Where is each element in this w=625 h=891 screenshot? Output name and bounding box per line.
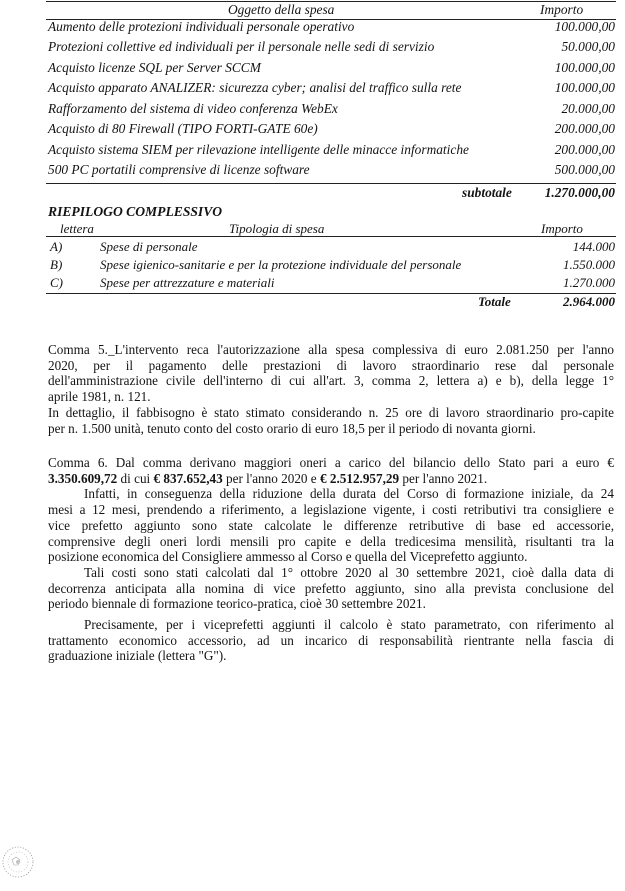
- summary-header-type: Tipologia di spesa: [229, 221, 325, 236]
- expense-amount: 200.000,00: [554, 121, 615, 136]
- expense-amount: 20.000,00: [561, 101, 615, 116]
- expense-description: Aumento delle protezioni individuali personale operativo: [48, 19, 355, 34]
- comma6-line: comprensive degli oneri lordi mensili pro capite e della tredicesima mensilità, risultanti tra la: [48, 533, 614, 549]
- comma6-paragraph: [48, 455, 614, 664]
- expense-amount: 100.000,00: [554, 19, 615, 34]
- comma6-line: Infatti, in conseguenza della riduzione della durata del Corso di formazione iniziale, da 24: [84, 486, 614, 502]
- comma5-line: aprile 1981, n. 121.: [48, 389, 151, 405]
- comma6-line: periodo biennale di formazione teorico-pratica, cioè 30 settembre 2021.: [48, 596, 426, 612]
- comma5-paragraph: [48, 342, 614, 436]
- summary-header-letter: lettera: [60, 221, 94, 236]
- comma6-line: decorrenza anticipata alla nomina di vice prefetto aggiunto, sino alla prevista conclusione del: [48, 580, 614, 596]
- comma6-line: mesi a 12 mesi, prendendo a riferimento, a legislazione vigente, i costi retributivi tra consigliere e: [48, 502, 614, 518]
- comma6-line: trattamento economico accessorio, ad un incarico di responsabilità rientrante nella fascia di: [48, 632, 614, 648]
- comma6-text: di cui: [117, 470, 154, 486]
- comma6-amounts-line: [48, 471, 614, 487]
- summary-letter: A): [50, 239, 63, 254]
- summary-letter: B): [50, 257, 63, 272]
- amount-2021: € 2.512.957,29: [319, 470, 400, 486]
- comma5-line: 2020, per il pagamento delle prestazioni di lavoro straordinario rese dal personale: [48, 357, 614, 373]
- official-seal-icon: [2, 838, 42, 886]
- subtotal-label: subtotale: [462, 185, 512, 200]
- expense-amount: 500.000,00: [554, 162, 615, 177]
- comma5-line: Comma 5._L'intervento reca l'autorizzazione alla spesa complessiva di euro 2.081.250 per l'anno: [48, 342, 614, 357]
- comma6-line: Tali costi sono stati calcolati dal 1° ottobre 2020 al 30 settembre 2021, cioè dalla data di: [84, 564, 614, 580]
- expense-description: Rafforzamento del sistema di video conferenza WebEx: [48, 101, 338, 116]
- expense-description: Acquisto apparato ANALIZER: sicurezza cyber; analisi del traffico sulla rete: [48, 80, 462, 95]
- comma6-text: per l'anno 2020 e: [222, 470, 320, 486]
- comma6-line: Precisamente, per i viceprefetti aggiunti il calcolo è stato parametrato, con riferimento al: [84, 617, 614, 633]
- expense-amount: 100.000,00: [554, 60, 615, 75]
- comma6-line: Comma 6. Dal comma derivano maggiori oneri a carico del bilancio dello Stato pari a euro €: [48, 455, 614, 470]
- comma6-text: per l'anno 2021.: [399, 470, 488, 486]
- expense-description: 500 PC portatili comprensive di licenze software: [48, 162, 310, 177]
- summary-amount: 1.550.000: [563, 257, 615, 272]
- summary-letter: C): [50, 275, 63, 290]
- comma6-line: posizione economica del Consigliere ammesso al Corso e quella del Viceprefetto aggiunto.: [48, 549, 528, 565]
- summary-header-rule: [46, 236, 616, 237]
- expense-description: Acquisto di 80 Firewall (TIPO FORTI-GATE 60e): [48, 121, 318, 136]
- summary-header-amount: Importo: [541, 221, 583, 236]
- comma5-line: dell'amministrazione civile dell'interno di cui all'art. 3, comma 2, lettera a) e b), della legge 1°: [48, 373, 614, 389]
- expense-amount: 100.000,00: [554, 80, 615, 95]
- summary-amount: 1.270.000: [563, 275, 615, 290]
- amount-2020: € 837.652,43: [153, 470, 223, 486]
- table-header-object: Oggetto della spesa: [228, 2, 335, 17]
- expense-amount: 50.000,00: [561, 39, 615, 54]
- summary-description: Spese per attrezzature e materiali: [100, 275, 275, 290]
- total-amount: 3.350.609,72: [48, 470, 118, 486]
- summary-amount: 144.000: [572, 239, 615, 254]
- comma6-line: vice prefetto aggiunto sono state calcolate le differenze retributive di base ed accessorie,: [48, 517, 614, 533]
- comma5-line: In dettaglio, il fabbisogno è stato stimato considerando n. 25 ore di lavoro straordinario pro-capite: [48, 404, 614, 420]
- summary-title: RIEPILOGO COMPLESSIVO: [48, 204, 223, 219]
- summary-description: Spese igienico-sanitarie e per la protezione individuale del personale: [100, 257, 462, 272]
- summary-description: Spese di personale: [100, 239, 198, 254]
- total-label: Totale: [478, 294, 511, 309]
- comma6-line: graduazione iniziale (lettera "G").: [48, 648, 227, 664]
- expense-description: Acquisto licenze SQL per Server SCCM: [48, 60, 261, 75]
- comma5-line: per n. 1.500 unità, tenuto conto del costo orario di euro 18,5 per il periodo di novanta giorni.: [48, 420, 536, 436]
- expense-description: Acquisto sistema SIEM per rilevazione intelligente delle minacce informatiche: [48, 142, 469, 157]
- expense-amount: 200.000,00: [554, 142, 615, 157]
- subtotal-value: 1.270.000,00: [544, 185, 615, 200]
- table-header-amount: Importo: [540, 2, 584, 17]
- total-value: 2.964.000: [563, 294, 615, 309]
- expense-description: Protezioni collettive ed individuali per il personale nelle sedi di servizio: [48, 39, 435, 54]
